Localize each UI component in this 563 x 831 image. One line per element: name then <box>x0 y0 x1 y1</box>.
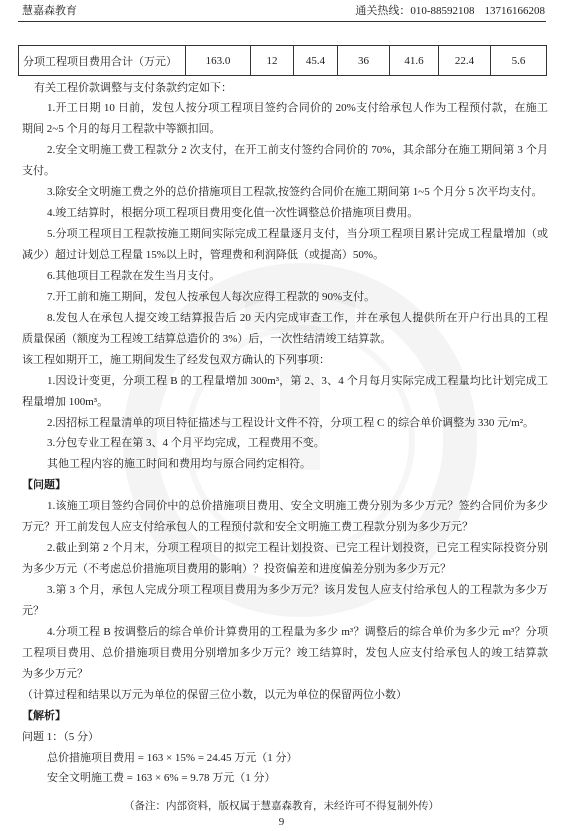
question-2-line-2: 为多少万元（不考虑总价措施项目费用的影响）？投资偏差和进度偏差分别为多少万元？ <box>22 563 451 576</box>
table-cell: 12 <box>251 46 294 76</box>
terms-intro: 有关工程价款调整与支付条款约定如下： <box>34 81 232 94</box>
term-7 <box>22 287 548 308</box>
event-2 <box>22 413 548 434</box>
hotline-mobile: 13716166208 <box>484 5 545 17</box>
table-cell: 41.6 <box>390 46 439 76</box>
term-1-line-2: 期间 2~5 个月的每月工程款中等额扣回。 <box>22 123 221 136</box>
events-note: 其他工程内容的施工时间和费用均与原合同约定相符。 <box>47 458 311 471</box>
term-3 <box>22 182 548 203</box>
copyright-note: （备注：内部资料，版权属于慧嘉森教育，未经许可不得复制外传） <box>124 801 439 812</box>
question-3-line-1: 3.第 3 个月，承包人完成分项工程项目费用为多少万元？该月发包人应支付给承包人的工程款为多少万 <box>47 584 548 596</box>
event-1-line-1: 1.因设计变更，分项工程 B 的工程量增加 300m³，第 2、3、4 个月每月实际完成工程量均比计划完成工 <box>47 374 548 387</box>
question-1 <box>22 496 548 538</box>
term-5-line-1: 5.分项工程项目工程款按施工期间实际完成工程量逐月支付，当分项工程项目累计完成工程量增加（或 <box>47 228 548 241</box>
questions-heading: 【问题】 <box>22 479 66 492</box>
analysis-line-1: 总价措施项目费用 = 163 × 15% = 24.45 万元（1 分） <box>47 751 298 764</box>
page-header <box>18 2 546 22</box>
analysis-question-1-title: 问题 1：（5 分） <box>22 730 99 743</box>
term-8-line-2: 质量保函（额度为工程竣工结算总造价的 3%）后，一次性结清竣工结算款。 <box>22 332 392 345</box>
question-1-line-1: 1.该施工项目签约合同价中的总价措施项目费用、安全文明施工费分别为多少万元？签约合同价为多少 <box>47 500 548 513</box>
term-6 <box>22 266 548 287</box>
event-3-line-1: 3.分包专业工程在第 3、4 个月平均完成，工程费用不变。 <box>47 437 325 450</box>
calculation-note: （计算过程和结果以万元为单位的保留三位小数，以元为单位的保留两位小数） <box>22 688 407 701</box>
events-intro: 该工程如期开工，施工期间发生了经发包双方确认的下列事项： <box>22 353 330 366</box>
question-1-line-2: 万元？开工前发包人应支付给承包人的工程预付款和安全文明施工费工程款分别为多少万元？ <box>22 521 473 534</box>
table-row <box>19 46 547 76</box>
question-3-line-2: 元？ <box>22 604 44 617</box>
term-7-line-1: 7.开工前和施工期间，发包人按承包人每次应得工程款的 90%支付。 <box>47 290 376 303</box>
question-4 <box>22 622 548 685</box>
question-4-line-3: 为多少万元？ <box>22 667 88 680</box>
term-3-line-1: 3.除安全文明施工费之外的总价措施项目工程款,按签约合同价在施工期间第 1~5 个月分 5 次平均支付。 <box>47 186 543 199</box>
table-cell: 163.0 <box>186 46 251 76</box>
term-4 <box>22 203 548 224</box>
term-2-line-1: 2.安全文明施工费工程款分 2 次支付，在开工前支付签约合同价的 70%，其余部分在施工期间第 3 个月 <box>47 144 548 157</box>
question-4-line-1: 4.分项工程 B 按调整后的综合单价计算费用的工程量为多少 m³？调整后的综合单价为多少元 m³？分项 <box>47 625 548 638</box>
table-row-label: 分项工程项目费用合计（万元） <box>19 46 186 76</box>
term-5-line-2: 减少）超过计划总工程量 15%以上时，管理费和利润降低（或提高）50%。 <box>22 249 385 261</box>
analysis-heading: 【解析】 <box>22 709 66 722</box>
event-1-line-2: 程量增加 100m³。 <box>22 395 109 408</box>
hotline <box>355 2 545 21</box>
table-cell: 45.4 <box>294 46 338 76</box>
question-4-line-2: 工程项目费用、总价措施项目费用分别增加多少万元？竣工结算时，发包人应支付给承包人的竣工结算款 <box>22 646 548 659</box>
event-3 <box>22 433 548 454</box>
term-2 <box>22 140 548 182</box>
term-1-line-1: 1.开工日期 10 日前，发包人按分项工程项目签约合同价的 20%支付给承包人作为工程预付款，在施工 <box>47 102 548 115</box>
cost-summary-table <box>18 45 547 76</box>
document-body <box>22 78 548 790</box>
event-2-line-1: 2.因招标工程量清单的项目特征描述与工程设计文件不符，分项工程 C 的综合单价调整为 330 元/m²。 <box>47 416 534 429</box>
question-2-line-1: 2.截止到第 2 个月末，分项工程项目的拟完工程计划投资、已完工程计划投资，已完工程实际投资分别 <box>47 542 548 555</box>
brand-name: 慧嘉森教育 <box>22 5 77 17</box>
term-1 <box>22 98 548 140</box>
term-6-line-1: 6.其他项目工程款在发生当月支付。 <box>47 269 221 282</box>
page-number: 9 <box>278 816 285 828</box>
analysis-line-2: 安全文明施工费 = 163 × 6% = 9.78 万元（1 分） <box>47 772 276 785</box>
event-1 <box>22 371 548 413</box>
table-cell: 5.6 <box>491 46 547 76</box>
term-5 <box>22 224 548 266</box>
question-3 <box>22 580 548 622</box>
term-8-line-1: 8.发包人在承包人提交竣工结算报告后 20 天内完成审查工作，并在承包人提供所在开户行出具的工程 <box>47 311 548 324</box>
table-cell: 36 <box>338 46 390 76</box>
term-2-line-2: 支付。 <box>22 165 55 178</box>
term-4-line-1: 4.竣工结算时，根据分项工程项目费用变化值一次性调整总价措施项目费用。 <box>47 207 419 220</box>
table-cell: 22.4 <box>439 46 491 76</box>
question-2 <box>22 538 548 580</box>
hotline-number: 通关热线：010-88592108 <box>355 5 475 17</box>
term-8 <box>22 308 548 350</box>
